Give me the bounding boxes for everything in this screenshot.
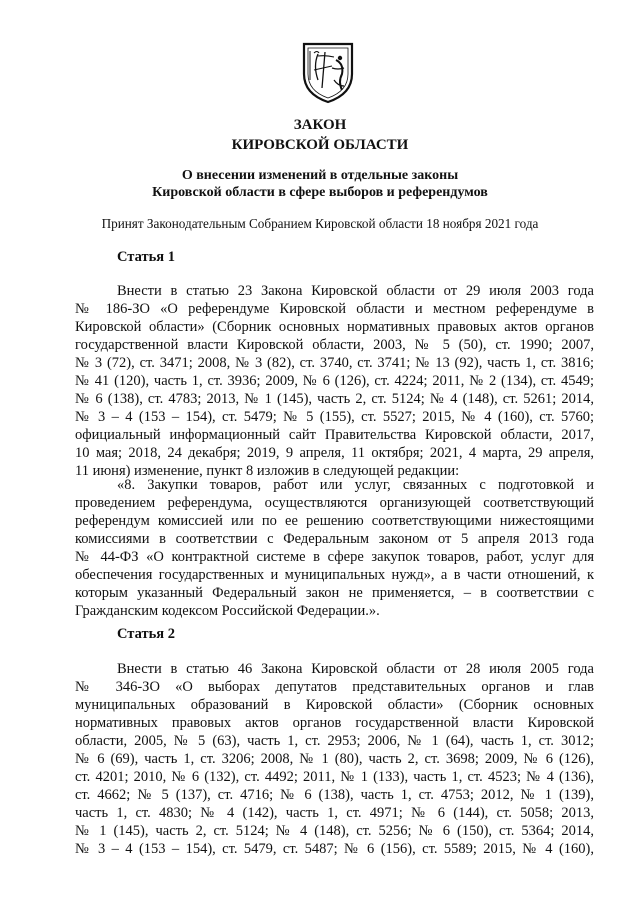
article-1-line: № 186-ЗО «О референдуме Кировской области и местном референдуме в: [75, 301, 594, 317]
article-1-quote-line: комиссиями в соответствии с Федеральным законом от 5 апреля 2013 года: [75, 531, 594, 547]
article-2-line: часть 1, ст. 4830; № 4 (142), часть 1, ст. 4971; № 6 (144), ст. 5058; 2013,: [75, 805, 594, 821]
law-subject-line-2: Кировской области в сфере выборов и референдумов: [152, 185, 488, 200]
article-1-quote-line: Гражданским кодексом Российской Федерации.».: [75, 603, 380, 619]
region-title: КИРОВСКОЙ ОБЛАСТИ: [231, 137, 409, 153]
article-1-line: № 3 – 4 (153 – 154), ст. 5479; № 5 (155), ст. 5527; 2015, № 4 (160), ст. 5760;: [75, 409, 594, 425]
article-1-quote-line: проведением референдума, осуществляются организующей соответствующий: [75, 495, 594, 511]
article-2-line: муниципальных образований в Кировской области» (Сборник основных: [75, 697, 594, 713]
article-2-heading: Статья 2: [117, 626, 175, 642]
article-2-line: № 3 – 4 (153 – 154), ст. 5479, ст. 5487; № 6 (156), ст. 5589; 2015, № 4 (160),: [75, 841, 594, 857]
article-2-line: № 346-ЗО «О выборах депутатов представительных органов и глав: [75, 679, 594, 695]
article-1-line: № 6 (138), ст. 4783; 2013, № 1 (145), часть 2, ст. 5124; № 4 (148), ст. 5261; 2014,: [75, 391, 594, 407]
article-2-line: области, 2005, № 5 (63), часть 1, ст. 2953; 2006, № 1 (64), часть 1, ст. 3012;: [75, 733, 594, 749]
article-1-quote-line: «8. Закупки товаров, работ или услуг, связанных с подготовкой и: [117, 477, 594, 493]
article-1-quote-line: № 44-ФЗ «О контрактной системе в сфере закупок товаров, работ, услуг для: [75, 549, 594, 565]
article-1-line: № 41 (120), часть 1, ст. 3936; 2009, № 6 (126), ст. 4224; 2011, № 2 (134), ст. 4549;: [75, 373, 594, 389]
law-subject-line-1: О внесении изменений в отдельные законы: [181, 168, 459, 183]
kirov-coat-of-arms-icon: [298, 40, 358, 104]
article-2-line: нормативных правовых актов органов государственной власти Кировской: [75, 715, 594, 731]
article-1-quote-line: референдум комиссией или по ее решению соответствующими нижестоящими: [75, 513, 594, 529]
article-1-line: официальный информационный сайт Правительства Кировской области, 2017,: [75, 427, 594, 443]
document-type-title: ЗАКОН: [293, 117, 347, 133]
article-2-line: ст. 4662; № 5 (137), ст. 4716; № 6 (138), часть 1, ст. 4753; 2012, № 1 (139),: [75, 787, 594, 803]
article-1-line: 11 июня) изменение, пункт 8 изложив в следующей редакции:: [75, 463, 460, 479]
article-1-quote-line: которым указанный Федеральный закон не применяется, – в соответствии с: [75, 585, 594, 601]
article-1-line: № 3 (72), ст. 3471; 2008, № 3 (82), ст. 3740, ст. 3741; № 13 (92), часть 1, ст. 3816;: [75, 355, 594, 371]
article-1-line: Внести в статью 23 Закона Кировской области от 29 июля 2003 года: [117, 283, 594, 299]
adoption-note: Принят Законодательным Собранием Кировской области 18 ноября 2021 года: [101, 216, 539, 231]
article-1-heading: Статья 1: [117, 249, 175, 265]
article-2-line: № 6 (69), часть 1, ст. 3206; 2008, № 1 (80), часть 2, ст. 3698; 2009, № 6 (126),: [75, 751, 594, 767]
article-1-line: государственной власти Кировской области, 2003, № 5 (50), ст. 1990; 2007,: [75, 337, 594, 353]
article-2-line: Внести в статью 46 Закона Кировской области от 28 июля 2005 года: [117, 661, 594, 677]
article-2-line: № 1 (145), часть 2, ст. 5124; № 4 (148), ст. 5256; № 6 (150), ст. 5364; 2014,: [75, 823, 594, 839]
article-1-line: 10 мая; 2018, 24 декабря; 2019, 9 апреля, 11 октября; 2021, 4 марта, 29 апреля,: [75, 445, 594, 461]
article-2-line: ст. 4201; 2010, № 6 (132), ст. 4492; 2011, № 1 (133), часть 1, ст. 4523; № 4 (136),: [75, 769, 594, 785]
article-1-line: Кировской области» (Сборник основных нормативных правовых актов органов: [75, 319, 594, 335]
article-1-quote-line: обеспечения государственных и муниципальных нужд», а в части отношений, к: [75, 567, 594, 583]
